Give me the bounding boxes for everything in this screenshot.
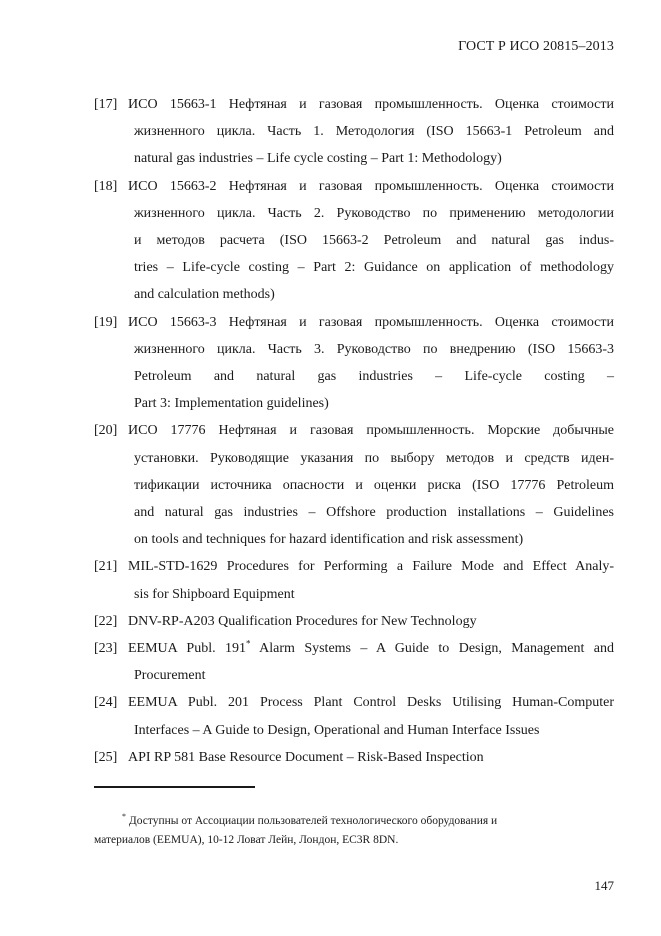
reference-21 [94,553,614,607]
reference-line: ИСО 15663-2 Нефтяная и газовая промышленность. Оценка стоимости [128,178,614,194]
reference-number: [24] [94,695,118,711]
reference-line: MIL-STD-1629 Procedures for Performing a Failure Mode and Effect Analy- [128,559,614,575]
reference-line: Petroleum and natural gas industries – Life-cycle costing – [134,369,614,385]
reference-line: on tools and techniques for hazard identification and risk assessment) [134,532,524,548]
reference-line: жизненного цикла. Часть 2. Руководство по применению методологии [134,205,614,221]
footnote-marker: * [246,638,251,649]
reference-line: DNV-RP-A203 Qualification Procedures for New Technology [128,613,477,629]
reference-line: тификации источника опасности и оценки риска (ISO 17776 Petroleum [134,477,614,493]
reference-number: [19] [94,314,118,330]
standard-designation: ГОСТ Р ИСО 20815–2013 [458,39,614,54]
reference-line: API RP 581 Base Resource Document – Risk-Based Inspection [128,749,484,765]
reference-line: установки. Руководящие указания по выбору методов и средств иден- [134,450,614,466]
reference-number: [20] [94,423,118,439]
reference-20 [94,417,614,553]
reference-number: [21] [94,559,118,575]
footnote-marker: * [122,812,126,822]
reference-line: Part 3: Implementation guidelines) [134,396,329,412]
footnote-separator [94,786,255,788]
footnote-line: материалов (EEMUA), 10-12 Ловат Лейн, Лондон, EC3R 8DN. [94,834,399,846]
footnote [94,812,614,850]
reference-line: жизненного цикла. Часть 1. Методология (ISO 15663-1 Petroleum and [134,124,614,140]
reference-17 [94,91,614,173]
reference-24 [94,689,614,743]
document-header [458,39,614,55]
reference-number: [23] [94,641,118,657]
reference-line: жизненного цикла. Часть 3. Руководство по внедрению (ISO 15663-3 [134,341,614,357]
reference-22 [94,608,614,635]
reference-25 [94,744,614,771]
footnote-line: Доступны от Ассоциации пользователей технологического оборудования и [126,815,498,827]
reference-number: [17] [94,97,118,112]
reference-line: natural gas industries – Life cycle costing – Part 1: Methodology) [134,151,502,167]
reference-line: and natural gas industries – Offshore production installations – Guidelines [134,505,614,521]
reference-line: ИСО 15663-1 Нефтяная и газовая промышленность. Оценка стоимости [128,97,614,112]
reference-line: Procurement [134,668,206,684]
reference-line [128,635,614,662]
reference-line: EEMUA Publ. 201 Process Plant Control Desks Utilising Human-Computer [128,695,614,711]
reference-number: [18] [94,178,118,194]
reference-line: ИСО 15663-3 Нефтяная и газовая промышленность. Оценка стоимости [128,314,614,330]
reference-number: [22] [94,613,118,629]
reference-line: and calculation methods) [134,287,275,303]
page-number: 147 [594,878,614,893]
reference-line: sis for Shipboard Equipment [134,586,295,602]
reference-title-end: Alarm Systems – A Guide to Design, Management and [250,641,614,657]
reference-23 [94,635,614,689]
reference-line: Interfaces – A Guide to Design, Operational and Human Interface Issues [134,722,540,738]
reference-title-start: EEMUA Publ. 191 [128,641,246,657]
reference-number: [25] [94,749,118,765]
reference-19 [94,309,614,418]
bibliography-list [94,91,614,771]
reference-line: ИСО 17776 Нефтяная и газовая промышленность. Морские добычные [128,423,614,439]
reference-line: tries – Life-cycle costing – Part 2: Guidance on application of methodology [134,260,614,276]
reference-18 [94,173,614,309]
reference-line: и методов расчета (ISO 15663-2 Petroleum and natural gas indus- [134,233,614,249]
